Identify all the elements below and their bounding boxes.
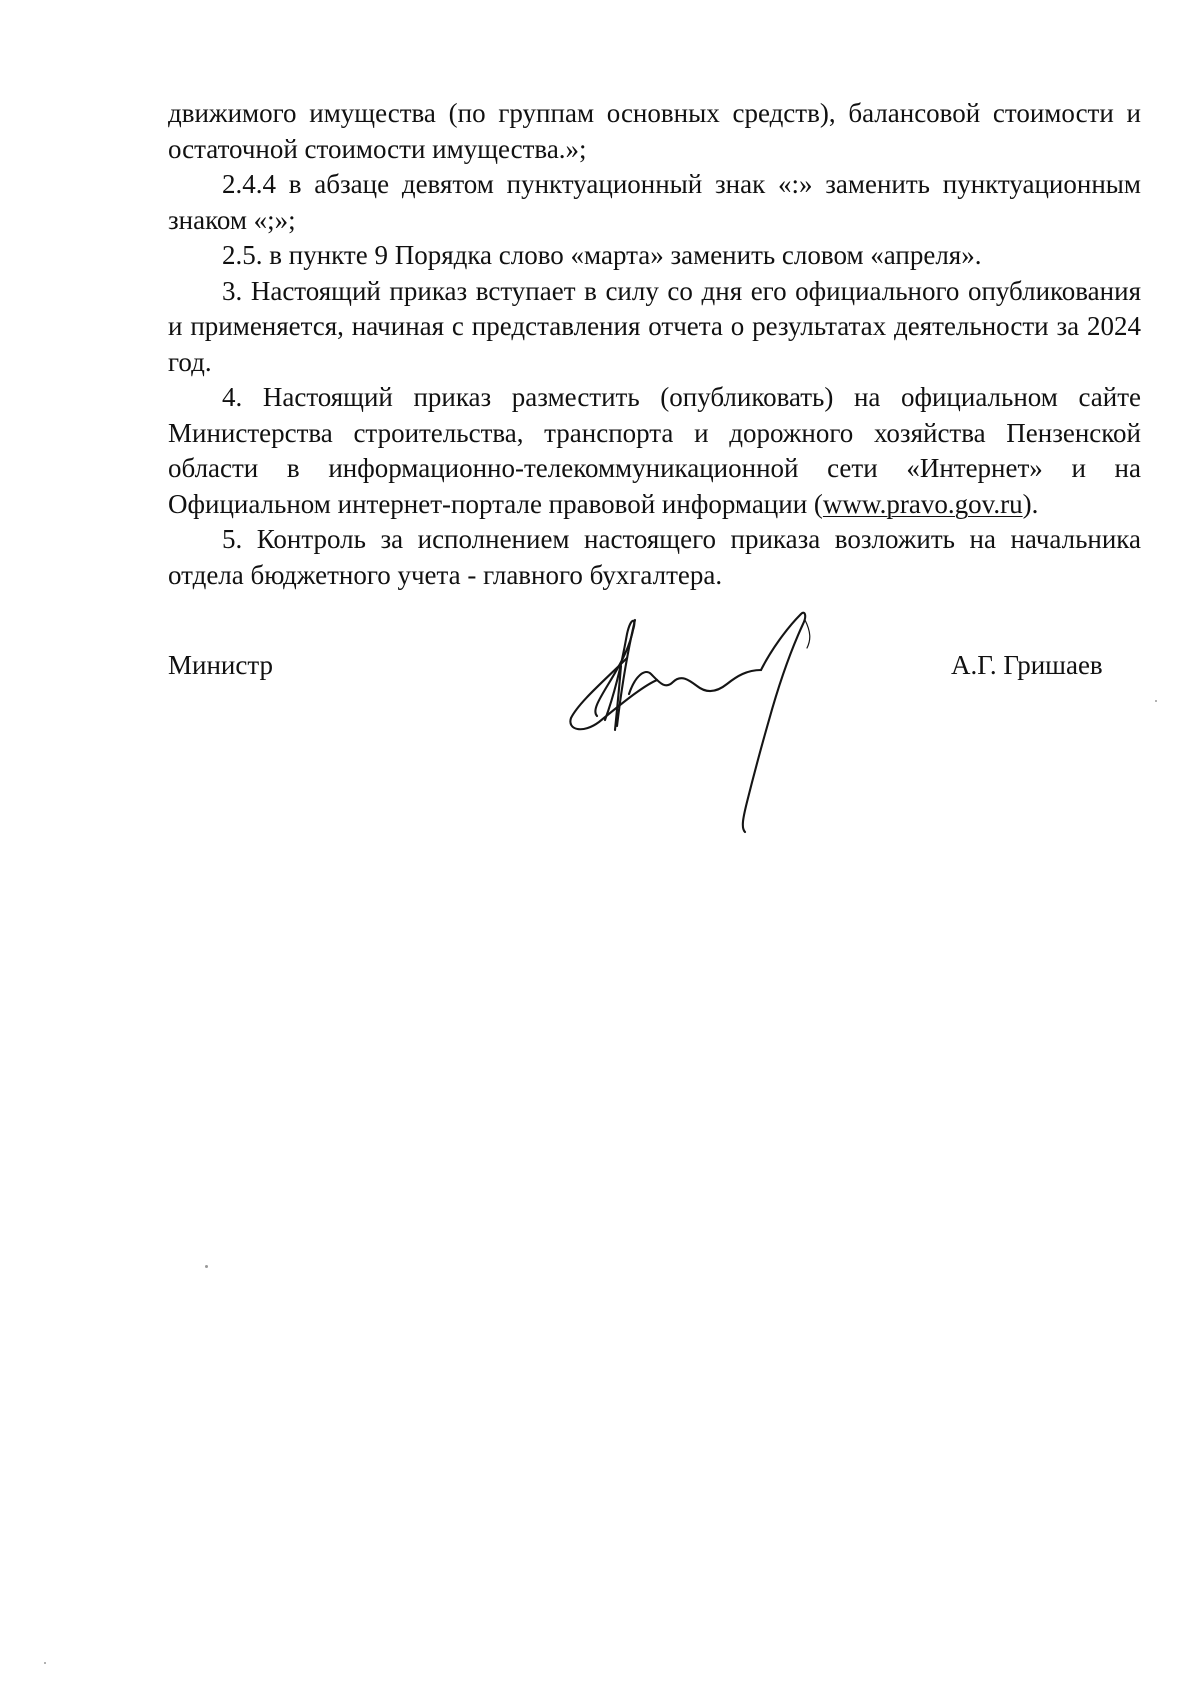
- paragraph-2-4-4: 2.4.4 в абзаце девятом пунктуационный знак «:» заменить пунктуационным знаком «;»;: [168, 169, 1141, 235]
- handwritten-signature: [565, 610, 885, 840]
- document-body: [168, 96, 1141, 593]
- signatory-name: А.Г. Гришаев: [951, 650, 1103, 680]
- paragraph-4: [168, 380, 1141, 522]
- scan-speck: [44, 1662, 46, 1664]
- paragraph-4-text: 4. Настоящий приказ разместить (опубликовать) на официальном сайте Министерства строительства, транспорта и дорожного хозяйства Пензенской области в информационно-телекоммуникационной сети «Интернет» и на Официальном интернет-портале правовой информации (: [168, 382, 1141, 519]
- scan-speck: [205, 1265, 208, 1268]
- signatory-position: Министр: [168, 650, 273, 680]
- pravo-url-link[interactable]: www.pravo.gov.ru: [822, 488, 1023, 519]
- paragraph-5: 5. Контроль за исполнением настоящего приказа возложить на начальника отдела бюджетного учета - главного бухгалтера.: [168, 524, 1141, 590]
- paragraph-4-tail: ).: [1022, 488, 1039, 519]
- scan-speck: [1155, 700, 1157, 702]
- paragraph-2-5: 2.5. в пункте 9 Порядка слово «марта» заменить словом «апреля».: [222, 240, 982, 270]
- paragraph-continuation: движимого имущества (по группам основных средств), балансовой стоимости и остаточной стоимости имущества.»;: [168, 98, 1141, 164]
- paragraph-3: 3. Настоящий приказ вступает в силу со дня его официального опубликования и применяется, начиная с представления отчета о результатах деятельности за 2024 год.: [168, 275, 1141, 377]
